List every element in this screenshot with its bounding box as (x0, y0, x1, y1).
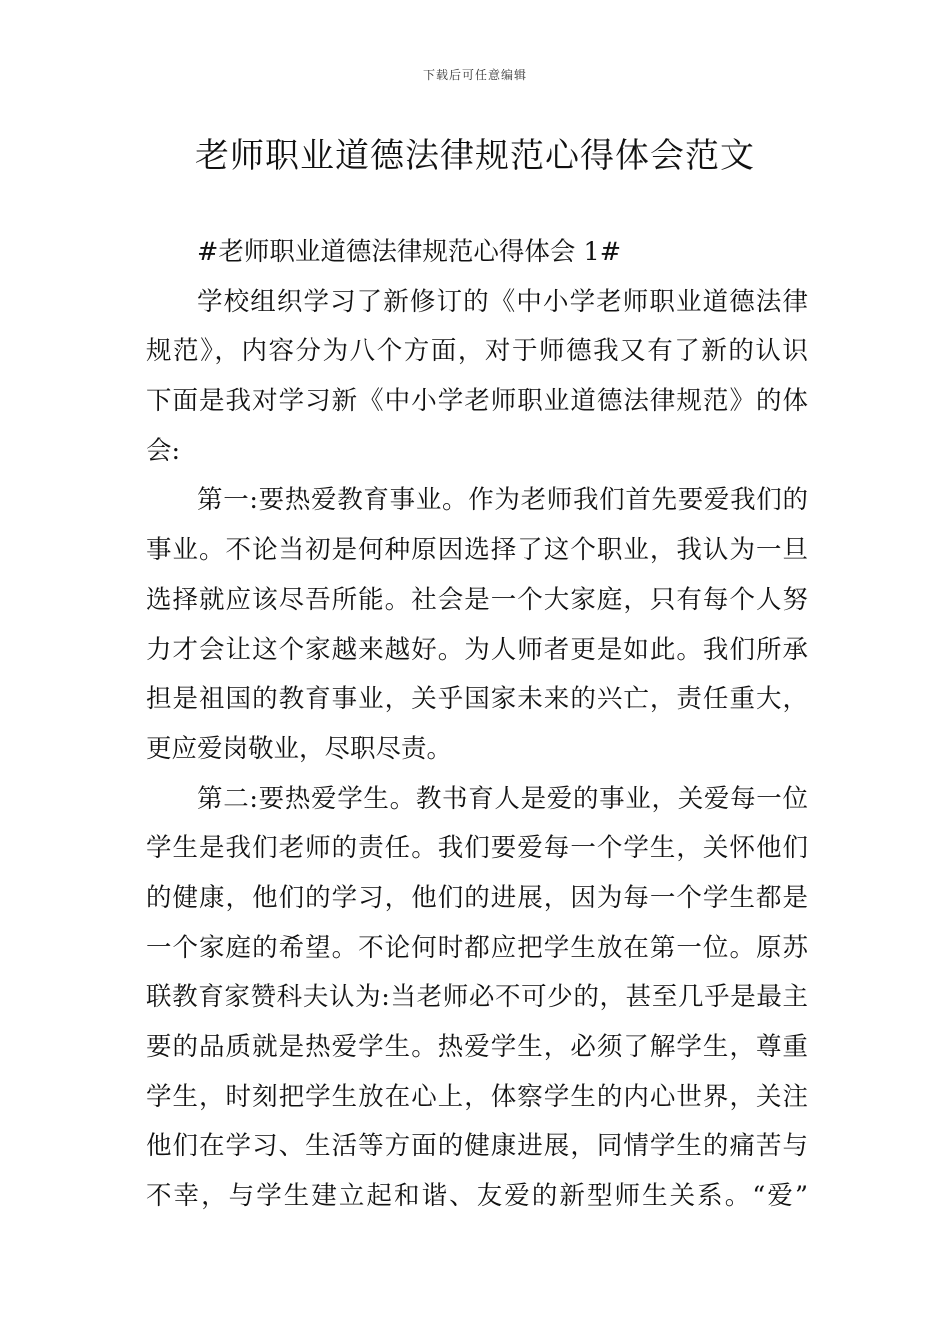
paragraph-line: 联教育家赞科夫认为:当老师必不可少的，甚至几乎是最主 (146, 982, 808, 1013)
paragraph-line: 担是祖国的教育事业，关乎国家未来的兴亡，责任重大， (146, 684, 808, 715)
paragraph-line: 的健康，他们的学习，他们的进展，因为每一个学生都是 (146, 882, 808, 913)
paragraph-line: 力才会让这个家越来越好。为人师者更是如此。我们所承 (146, 634, 808, 665)
paragraph-line: 第一:要热爱教育事业。作为老师我们首先要爱我们的 (197, 485, 808, 516)
paragraph-line: 学生是我们老师的责任。我们要爱每一个学生，关怀他们 (146, 833, 808, 864)
paragraph-line: 不幸，与学生建立起和谐、友爱的新型师生关系。“爱” (146, 1181, 808, 1212)
paragraph-line: 选择就应该尽吾所能。社会是一个大家庭，只有每个人努 (146, 584, 808, 615)
paragraph-line: 学校组织学习了新修订的《中小学老师职业道德法律 (197, 286, 808, 317)
paragraph-line: 规范》，内容分为八个方面，对于师德我又有了新的认识 (146, 336, 808, 367)
paragraph-line: 学生，时刻把学生放在心上，体察学生的内心世界，关注 (146, 1081, 808, 1112)
paragraph-line: 会: (146, 435, 181, 466)
document-title: 老师职业道德法律规范心得体会范文 (195, 136, 755, 176)
document-body (146, 228, 808, 1222)
paragraph-line: 一个家庭的希望。不论何时都应把学生放在第一位。原苏 (146, 932, 808, 963)
paragraph-line: 第二:要热爱学生。教书育人是爱的事业，关爱每一位 (197, 783, 808, 814)
section-heading: #老师职业道德法律规范心得体会 1# (197, 237, 622, 267)
header-note: 下载后可任意编辑 (422, 68, 527, 82)
paragraph-line: 他们在学习、生活等方面的健康进展，同情学生的痛苦与 (146, 1131, 808, 1162)
paragraph-line: 更应爱岗敬业，尽职尽责。 (146, 733, 453, 764)
paragraph-line: 下面是我对学习新《中小学老师职业道德法律规范》的体 (146, 386, 808, 417)
paragraph-line: 事业。不论当初是何种原因选择了这个职业，我认为一旦 (146, 535, 808, 566)
paragraph-line: 要的品质就是热爱学生。热爱学生，必须了解学生，尊重 (146, 1032, 808, 1062)
